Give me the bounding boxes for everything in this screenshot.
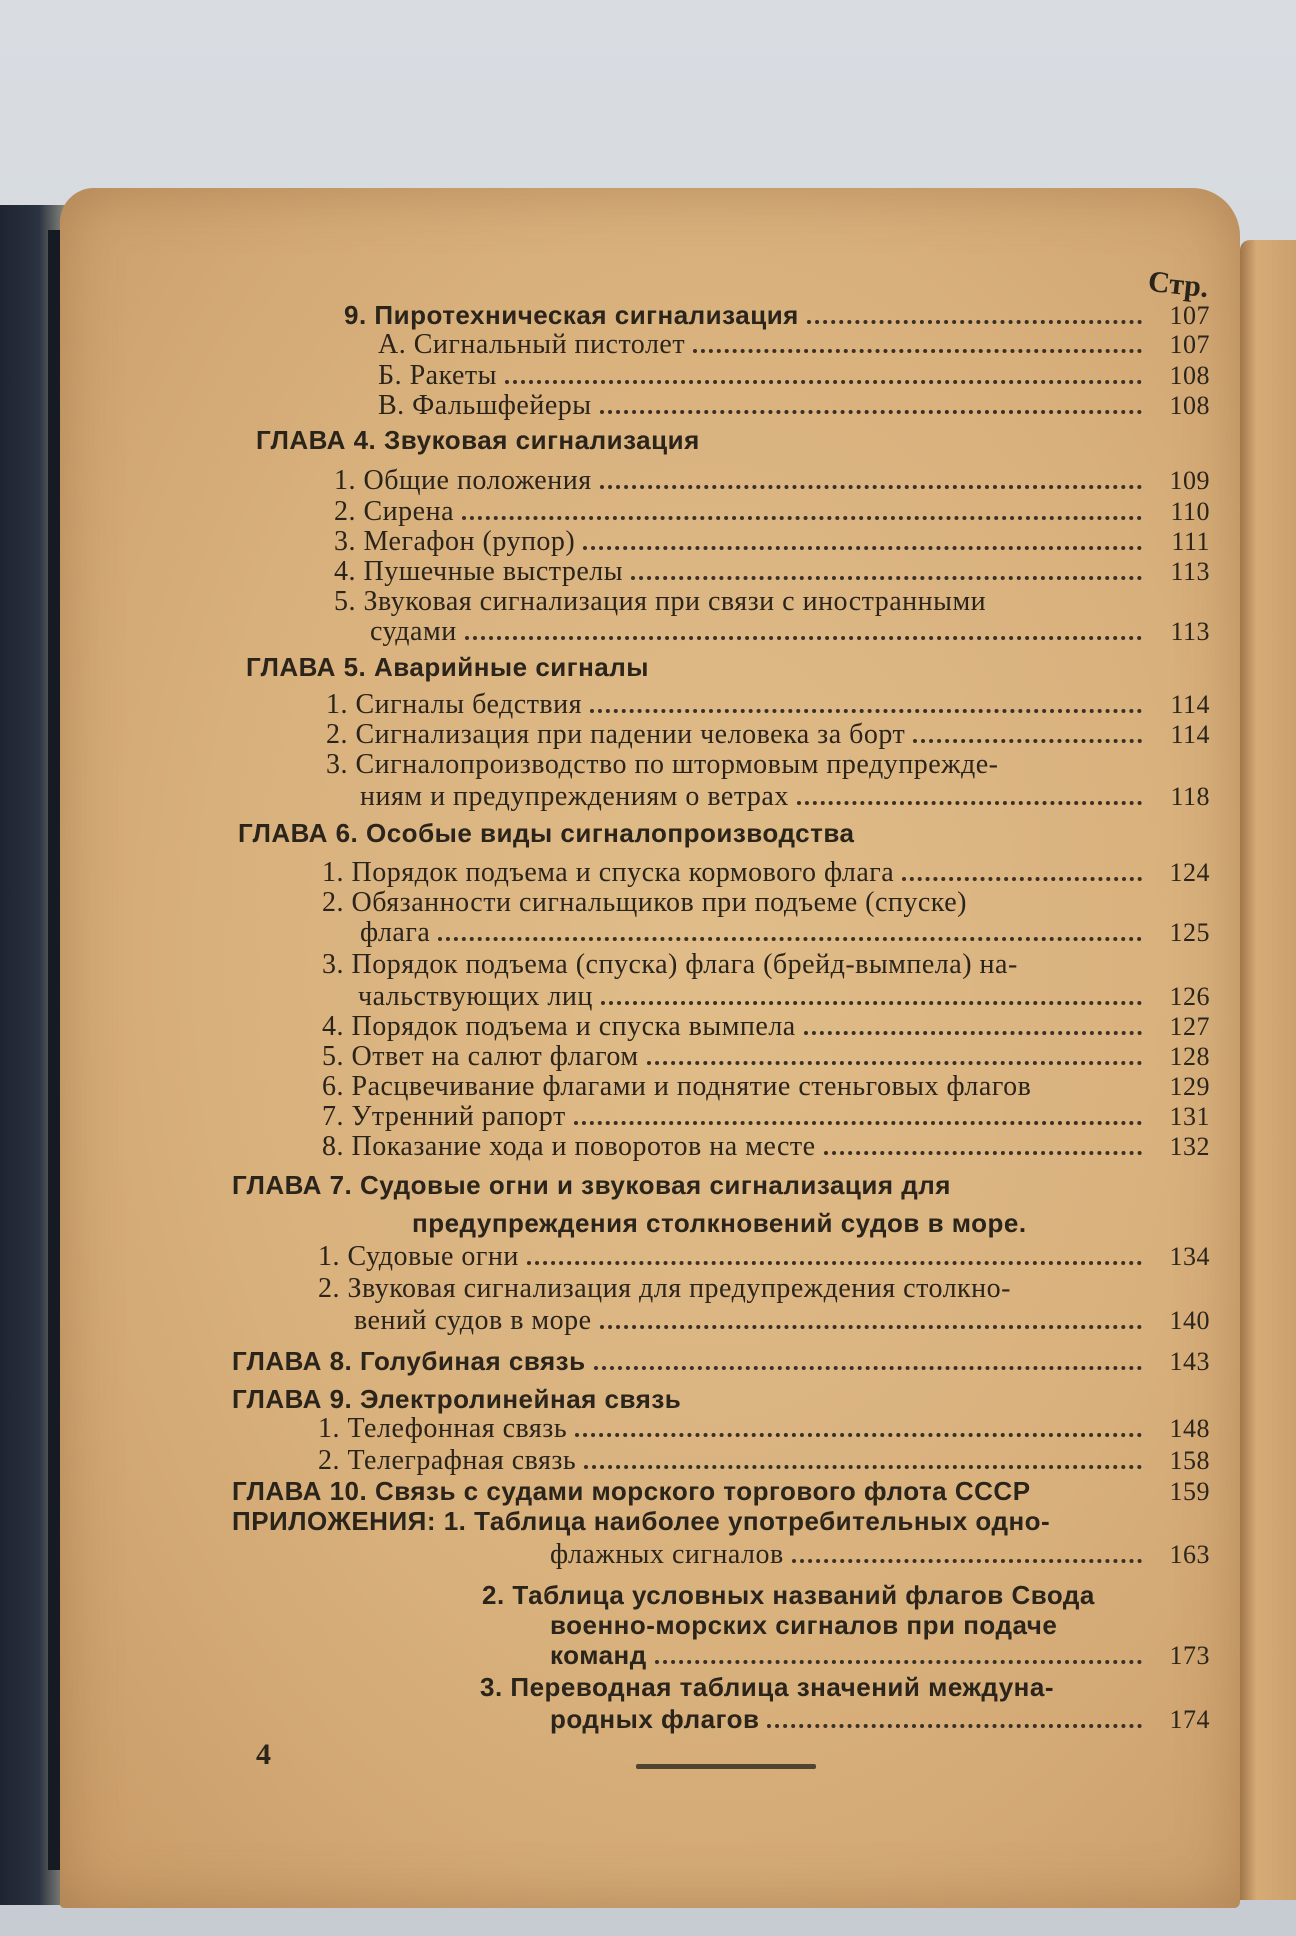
toc-page-number: 174 — [1169, 1705, 1210, 1734]
toc-row — [322, 1072, 1210, 1102]
toc-entry-title: 3. Порядок подъема (спуска) флага (брейд-вымпела) на- — [322, 949, 1018, 980]
toc-row — [318, 1446, 1210, 1476]
toc-page-number: 129 — [1169, 1072, 1210, 1101]
dot-leader — [631, 576, 1142, 580]
dot-leader — [600, 1325, 1142, 1329]
toc-page-number: 126 — [1169, 982, 1210, 1011]
toc-row — [550, 1640, 1210, 1671]
toc-page-number: 125 — [1169, 918, 1210, 947]
dot-leader — [575, 1433, 1142, 1437]
toc-row — [326, 750, 1210, 780]
toc-chapter-row — [232, 1506, 1210, 1536]
toc-chapter-row — [232, 1170, 1210, 1200]
toc-row — [318, 1242, 1210, 1272]
toc-row — [480, 1672, 1210, 1702]
toc-page-number: 107 — [1169, 330, 1210, 359]
dot-leader — [797, 801, 1142, 805]
toc-page-number: 159 — [1169, 1477, 1210, 1506]
toc-page-number: 114 — [1170, 720, 1210, 749]
toc-entry-title: ниям и предупреждениям о ветрах — [360, 781, 789, 812]
toc-page-number: 158 — [1169, 1446, 1210, 1475]
toc-row — [378, 330, 1210, 360]
toc-row — [370, 617, 1210, 647]
toc-row — [318, 1274, 1210, 1304]
toc-row — [326, 690, 1210, 720]
toc-entry-title: военно-морских сигналов при подаче — [550, 1610, 1058, 1640]
dot-leader — [913, 739, 1142, 743]
toc-entry-title: 7. Утренний рапорт — [322, 1101, 566, 1132]
toc-entry-title: 3. Мегафон (рупор) — [334, 526, 576, 557]
dot-leader — [584, 1465, 1142, 1469]
toc-page-number: 118 — [1170, 782, 1210, 811]
toc-row — [358, 982, 1210, 1012]
toc-page-number: 108 — [1169, 391, 1210, 420]
toc-entry-title: 3. Переводная таблица значений междуна- — [480, 1672, 1055, 1702]
toc-entry-title: 4. Порядок подъема и спуска вымпела — [322, 1011, 796, 1042]
toc-chapter-row — [412, 1208, 1210, 1238]
toc-row — [322, 1042, 1210, 1072]
toc-page-number: 143 — [1169, 1347, 1210, 1376]
toc-entry-title: команд — [550, 1640, 647, 1670]
toc-row — [360, 918, 1210, 948]
toc-row — [550, 1540, 1210, 1570]
toc-page-number: 107 — [1169, 301, 1210, 330]
toc-row — [378, 391, 1210, 421]
toc-entry-title: флажных сигналов — [550, 1539, 784, 1570]
toc-page-number: 108 — [1169, 361, 1210, 390]
dot-leader — [590, 709, 1142, 713]
toc-page-number: 124 — [1169, 858, 1210, 887]
dot-leader — [601, 1001, 1142, 1005]
toc-entry-title: 6. Расцвечивание флагами и поднятие стеньговых флагов — [322, 1071, 1032, 1102]
toc-entry-title: 5. Звуковая сигнализация при связи с иностранными — [334, 586, 987, 617]
toc-chapter-row — [246, 652, 1210, 682]
toc-entry-title: ГЛАВА 5. Аварийные сигналы — [246, 652, 649, 682]
toc-entry-title: 1. Общие положения — [334, 465, 592, 496]
toc-entry-title: 2. Таблица условных названий флагов Свода — [482, 1580, 1095, 1610]
dot-leader — [583, 546, 1142, 550]
dot-leader — [462, 516, 1142, 520]
toc-entry-title: ГЛАВА 9. Электролинейная связь — [232, 1384, 682, 1414]
toc-entry-title: флага — [360, 917, 431, 948]
toc-row — [322, 1132, 1210, 1162]
toc-entry-title: ГЛАВА 8. Голубиная связь — [232, 1346, 586, 1376]
toc-row — [334, 497, 1210, 527]
toc-page-number: 134 — [1169, 1242, 1210, 1271]
toc-entry-title: 1. Сигналы бедствия — [326, 689, 583, 720]
toc-entry-title: 2. Сигнализация при падении человека за борт — [326, 719, 906, 750]
dot-leader — [824, 1151, 1142, 1155]
page-number: 4 — [256, 1738, 271, 1771]
dot-leader — [465, 636, 1142, 640]
toc-entry-title: вений судов в море — [354, 1305, 592, 1336]
toc-entry-title: 2. Телеграфная связь — [318, 1445, 577, 1476]
dot-leader — [600, 410, 1142, 414]
toc-chapter-row — [232, 1384, 1210, 1414]
toc-entry-title: ГЛАВА 10. Связь с судами морского торгового флота СССР — [232, 1476, 1031, 1506]
toc-row — [334, 587, 1210, 617]
toc-page-number: 114 — [1170, 690, 1210, 719]
toc-row — [482, 1580, 1210, 1610]
page-column-header: Стр. — [1146, 264, 1211, 305]
toc-chapter-row — [238, 818, 1210, 848]
dot-leader — [792, 1559, 1142, 1563]
toc-row — [334, 466, 1210, 496]
toc-page-number: 132 — [1169, 1132, 1210, 1161]
toc-page-number: 163 — [1169, 1540, 1210, 1569]
toc-page-number: 173 — [1169, 1641, 1210, 1670]
toc-page-number: 128 — [1169, 1042, 1210, 1071]
toc-page-number: 148 — [1169, 1414, 1210, 1443]
toc-entry-title: 8. Показание хода и поворотов на месте — [322, 1131, 816, 1162]
dot-leader — [600, 485, 1142, 489]
toc-row — [360, 782, 1210, 812]
toc-entry-title: родных флагов — [550, 1704, 760, 1734]
toc-entry-title: 2. Обязанности сигнальщиков при подъеме (спуске) — [322, 887, 967, 918]
toc-row — [334, 557, 1210, 587]
dot-leader — [804, 1031, 1142, 1035]
toc-entry-title: ГЛАВА 4. Звуковая сигнализация — [256, 425, 700, 455]
toc-entry-title: 1. Судовые огни — [318, 1241, 519, 1272]
dot-leader — [505, 380, 1142, 384]
toc-page-number: 131 — [1169, 1102, 1210, 1131]
toc-page-number: 140 — [1169, 1306, 1210, 1335]
toc-entry-title: 2. Сирена — [334, 496, 454, 527]
toc-row — [322, 888, 1210, 918]
toc-row — [322, 1012, 1210, 1042]
toc-row — [550, 1704, 1210, 1735]
toc-row — [550, 1610, 1210, 1640]
toc-page-number: 127 — [1169, 1012, 1210, 1041]
toc-chapter-row — [232, 1476, 1210, 1507]
toc-entry-title: 1. Телефонная связь — [318, 1413, 568, 1444]
toc-chapter-row — [256, 425, 1210, 455]
toc-row — [378, 361, 1210, 391]
toc-entry-title: ПРИЛОЖЕНИЯ: 1. Таблица наиболее употребительных одно- — [232, 1506, 1051, 1536]
dot-leader — [574, 1121, 1142, 1125]
toc-entry-title: А. Сигнальный пистолет — [378, 329, 686, 360]
toc-row — [344, 300, 1210, 331]
toc-row — [318, 1414, 1210, 1444]
toc-entry-title: Б. Ракеты — [378, 360, 497, 391]
toc-entry-title: чальствующих лиц — [358, 981, 593, 1012]
dot-leader — [655, 1660, 1142, 1664]
toc-row — [322, 858, 1210, 888]
toc-row — [334, 527, 1210, 557]
toc-row — [326, 720, 1210, 750]
toc-entry-title: 3. Сигналопроизводство по штормовым предупрежде- — [326, 749, 999, 780]
toc-entry-title: ГЛАВА 7. Судовые огни и звуковая сигнализация для — [232, 1170, 951, 1200]
toc-entry-title: 5. Ответ на салют флагом — [322, 1041, 639, 1072]
toc-entry-title: 9. Пиротехническая сигнализация — [344, 300, 799, 330]
toc-page-number: 111 — [1171, 527, 1210, 556]
dot-leader — [647, 1061, 1142, 1065]
closing-rule — [636, 1764, 816, 1769]
toc-entry-title: ГЛАВА 6. Особые виды сигналопроизводства — [238, 818, 855, 848]
toc-page-number: 109 — [1169, 466, 1210, 495]
toc-entry-title: 1. Порядок подъема и спуска кормового флага — [322, 857, 895, 888]
dot-leader — [693, 349, 1142, 353]
toc-entry-title: В. Фальшфейеры — [378, 390, 592, 421]
dot-leader — [807, 320, 1142, 324]
toc-entry-title: 4. Пушечные выстрелы — [334, 556, 624, 587]
toc-row — [322, 950, 1210, 980]
dot-leader — [527, 1261, 1142, 1265]
toc-page-number: 113 — [1170, 617, 1210, 646]
toc-page-number: 110 — [1170, 497, 1210, 526]
dot-leader — [438, 937, 1142, 941]
toc-entry-title: предупреждения столкновений судов в море. — [412, 1208, 1027, 1238]
dot-leader — [902, 877, 1142, 881]
toc-entry-title: 2. Звуковая сигнализация для предупреждения столкно- — [318, 1273, 1011, 1304]
toc-row — [354, 1306, 1210, 1336]
toc-chapter-row — [232, 1346, 1210, 1377]
dot-leader — [594, 1366, 1142, 1370]
toc-page-number: 113 — [1170, 557, 1210, 586]
toc-row — [322, 1102, 1210, 1132]
toc-entry-title: судами — [370, 616, 457, 647]
dot-leader — [767, 1724, 1142, 1728]
